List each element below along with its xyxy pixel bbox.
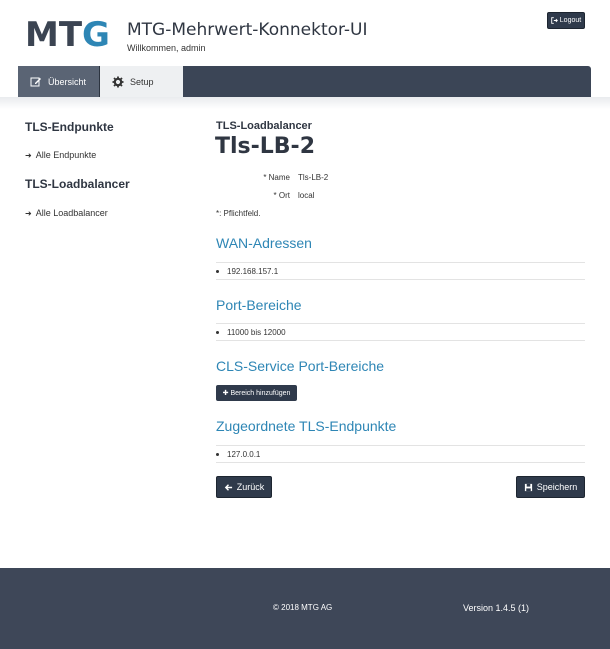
edit-icon [30, 76, 42, 88]
arrow-left-icon [224, 483, 233, 492]
tab-overview[interactable] [18, 66, 100, 97]
sidebar-link-label: Alle Loadbalancer [35, 208, 108, 218]
back-button[interactable] [216, 476, 272, 498]
list-item [216, 323, 585, 341]
back-label: Zurück [236, 482, 265, 492]
location-label: * Ort [273, 191, 290, 200]
footer [0, 568, 610, 649]
gear-icon [112, 76, 124, 88]
logo: MTG [25, 15, 110, 55]
logout-icon [551, 17, 558, 24]
nav-shadow [0, 97, 610, 109]
save-label: Speichern [536, 482, 578, 492]
sidebar-link-label: Alle Endpunkte [35, 150, 97, 160]
section-heading-ports: Port-Bereiche [216, 297, 302, 313]
main-nav [18, 66, 591, 97]
sidebar-heading-endpoints: TLS-Endpunkte [25, 120, 114, 134]
page-title: Tls-LB-2 [215, 134, 315, 159]
endpoint-address: 127.0.0.1 [227, 449, 261, 459]
wan-address: 192.168.157.1 [227, 266, 279, 276]
list-item [216, 262, 585, 280]
plus-icon: ✚ [222, 390, 229, 397]
section-heading-endpoints: Zugeordnete TLS-Endpunkte [216, 418, 397, 434]
bullet-icon [216, 453, 219, 456]
section-heading-wan: WAN-Adressen [216, 235, 312, 251]
port-range: 11000 bis 12000 [227, 327, 286, 337]
logout-button[interactable] [547, 12, 585, 29]
welcome-text: Willkommen, admin [127, 43, 206, 53]
copyright: © 2018 MTG AG [273, 603, 333, 612]
app-title: MTG-Mehrwert-Konnektor-UI [127, 20, 368, 40]
sidebar-link-all-loadbalancer[interactable] [25, 208, 108, 218]
add-range-label: Bereich hinzufügen [230, 389, 291, 397]
list-item [216, 445, 585, 463]
sidebar-link-all-endpoints[interactable] [25, 150, 96, 160]
tab-setup-label: Setup [130, 77, 154, 87]
save-button[interactable] [516, 476, 585, 498]
tab-setup[interactable] [100, 66, 183, 98]
version: Version 1.4.5 (1) [463, 603, 530, 613]
name-value: Tls-LB-2 [298, 173, 329, 182]
floppy-icon [524, 483, 533, 492]
arrow-right-icon: ➜ [25, 208, 32, 218]
tab-overview-label: Übersicht [48, 76, 87, 87]
required-note: *: Pflichtfeld. [216, 209, 261, 218]
breadcrumb: TLS-Loadbalancer [216, 120, 312, 132]
sidebar-heading-loadbalancer: TLS-Loadbalancer [25, 177, 130, 191]
logout-label: Logout [559, 17, 582, 24]
name-label: * Name [263, 173, 290, 182]
location-value: local [298, 191, 315, 200]
section-heading-cls: CLS-Service Port-Bereiche [216, 358, 385, 374]
arrow-right-icon: ➜ [25, 150, 32, 160]
bullet-icon [216, 331, 219, 334]
bullet-icon [216, 270, 219, 273]
header [0, 0, 610, 66]
add-range-button[interactable] [216, 385, 297, 401]
